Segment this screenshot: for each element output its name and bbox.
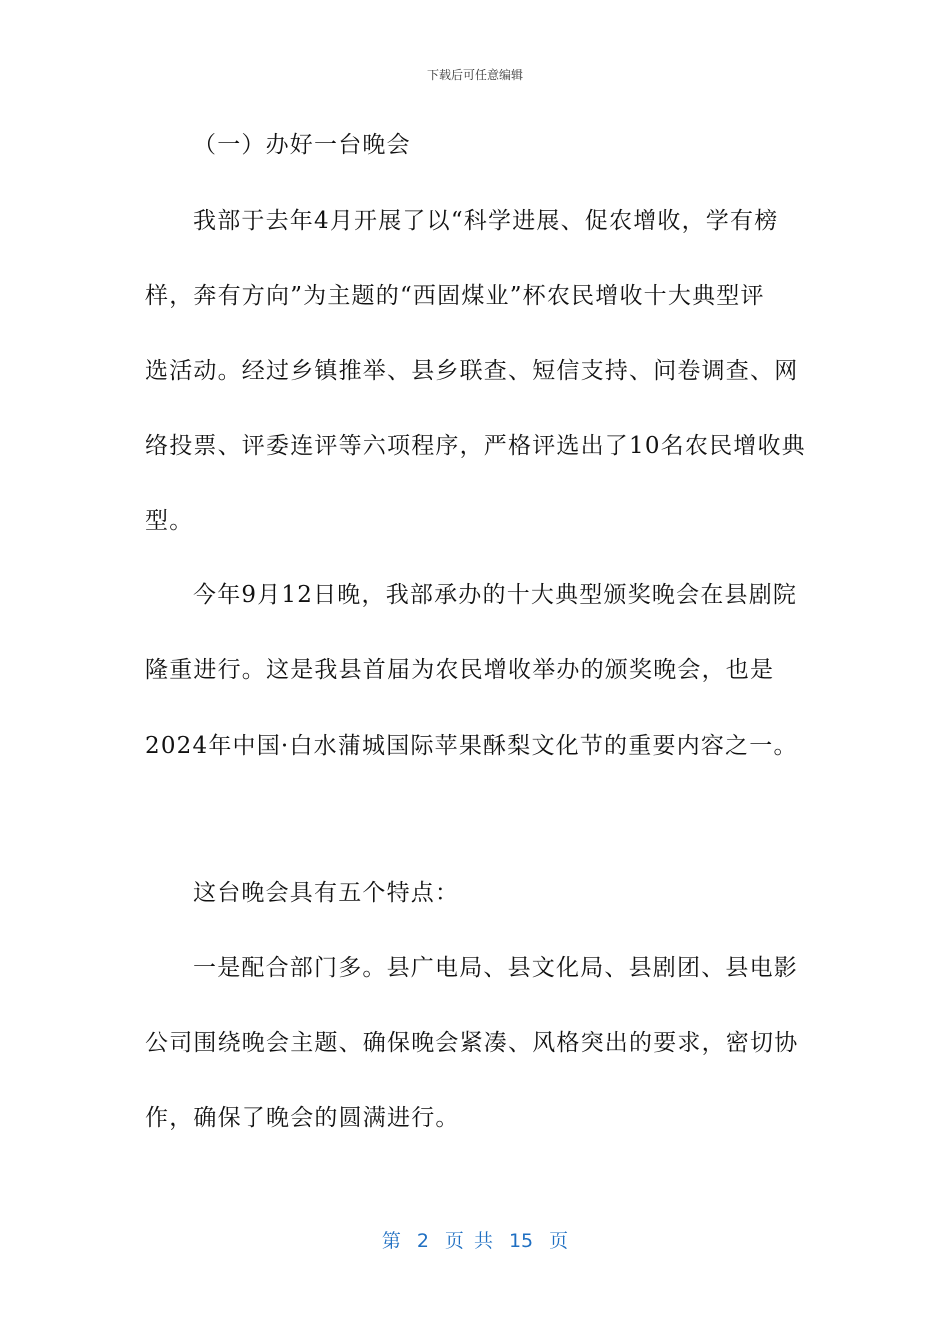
paragraph-line: 一是配合部门多。县广电局、县文化局、县剧团、县电影 (193, 955, 798, 981)
paragraph-line: 我部于去年4月开展了以“科学进展、促农增收，学有榜 (193, 208, 779, 234)
section-heading: （一）办好一台晚会 (193, 132, 411, 158)
paragraph-line: 这台晚会具有五个特点： (193, 880, 460, 906)
footer-suffix: 页 (549, 1230, 569, 1252)
paragraph-line: 隆重进行。这是我县首届为农民增收举办的颁奖晚会，也是 (145, 657, 775, 683)
paragraph-line: 选活动。经过乡镇推举、县乡联查、短信支持、问卷调查、网 (145, 358, 799, 384)
paragraph-line: 型。 (145, 508, 194, 534)
paragraph-line: 作，确保了晚会的圆满进行。 (145, 1105, 460, 1131)
page-header-note: 下载后可任意编辑 (426, 68, 523, 82)
current-page-number: 2 (416, 1230, 429, 1252)
footer-middle: 页 共 (444, 1230, 493, 1252)
paragraph-line: 今年9月12日晚，我部承办的十大典型颁奖晚会在县剧院 (193, 582, 798, 608)
paragraph-line: 公司围绕晚会主题、确保晚会紧凑、风格突出的要求，密切协 (145, 1030, 799, 1056)
total-pages-number: 15 (508, 1230, 534, 1252)
paragraph-line: 2024年中国·白水蒲城国际苹果酥梨文化节的重要内容之一。 (145, 733, 798, 759)
footer-prefix: 第 (381, 1230, 401, 1252)
paragraph-line: 样，奔有方向”为主题的“西固煤业”杯农民增收十大典型评 (145, 283, 765, 309)
page-number-footer (0, 1226, 950, 1253)
paragraph-line: 络投票、评委连评等六项程序，严格评选出了10名农民增收典 (145, 433, 806, 459)
